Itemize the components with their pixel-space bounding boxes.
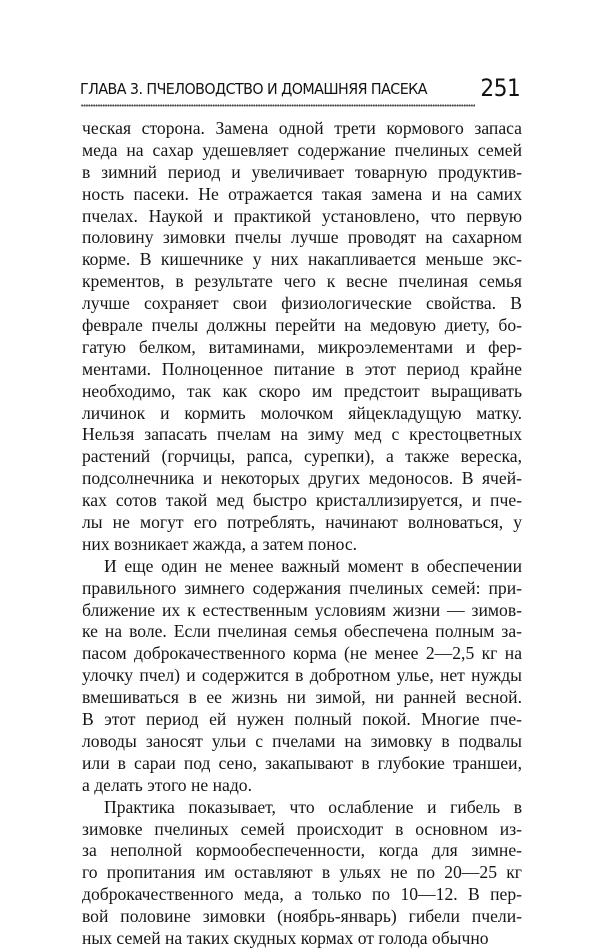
text-line: личинок и кормить молочком яйцекладущую матку.	[82, 402, 522, 423]
text-line: лучше сохраняет свои физиологические свойства. В	[82, 293, 522, 314]
text-line: ческая сторона. Замена одной трети кормового запаса	[82, 118, 522, 138]
text-line: в зимний период и увеличивает товарную продуктив-	[82, 161, 522, 182]
text-line: ближение их к естественным условиям жизни — зимов-	[82, 599, 522, 620]
text-line: доброкачественного меда, а только по 10—12. В пер-	[82, 884, 522, 905]
text-line: половину зимовки пчелы лучше проводят на сахарном	[82, 227, 522, 248]
body-text	[82, 118, 522, 950]
text-line: ных семей на таких скудных кормах от голода обычно	[82, 927, 489, 948]
text-line: растений (горчицы, рапса, сурепки), а также вереска,	[82, 446, 522, 467]
text-line: лы не могут его потреблять, начинают волноваться, у	[82, 512, 522, 533]
text-line: В этот период ей нужен полный покой. Многие пче-	[82, 709, 522, 730]
text-line: меда на сахар удешевляет содержание пчелиных семей	[82, 139, 522, 160]
text-line: вой половине зимовки (ноябрь-январь) гибели пчели-	[82, 906, 522, 927]
paragraph	[82, 797, 522, 950]
text-line: И еще один не менее важный момент в обеспечении	[104, 555, 522, 576]
text-line: а делать этого не надо.	[82, 774, 252, 795]
text-line: пасом доброкачественного корма (не менее 2—2,5 кг на	[82, 643, 522, 664]
text-line: необходимо, так как скоро им предстоит выращивать	[82, 380, 522, 401]
text-line: ках сотов такой мед быстро кристаллизируется, и пче-	[82, 490, 522, 511]
text-line: них возникает жажда, а затем понос.	[82, 533, 358, 554]
text-line: Практика показывает, что ослабление и гибель в	[104, 796, 522, 817]
text-line: ке на воле. Если пчелиная семья обеспечена полным за-	[82, 621, 522, 642]
text-line: правильного зимнего содержания пчелиных семей: при-	[82, 577, 522, 598]
text-line: пчелах. Наукой и практикой установлено, что первую	[82, 205, 522, 226]
text-line: ментами. Полноценное питание в этот период крайне	[82, 358, 522, 379]
text-line: ность пасеки. Не отражается такая замена и на самих	[82, 183, 522, 204]
header-rule	[81, 104, 475, 107]
text-line: феврале пчелы должны перейти на медовую диету, бо-	[82, 315, 522, 336]
text-line: или в сараи под сено, закапывают в глубокие траншеи,	[82, 752, 522, 773]
text-line: Нельзя запасать пчелам на зиму мед с крестоцветных	[82, 424, 522, 445]
text-line: гатую белком, витаминами, микроэлементами и фер-	[82, 336, 522, 357]
text-line: корме. В кишечнике у них накапливается меньше экс-	[82, 249, 522, 270]
text-line: улочку пчел) и содержится в добротном улье, нет нужды	[82, 665, 522, 686]
text-line: го пропитания им оставляют в ульях не по 20—25 кг	[82, 862, 522, 883]
chapter-title: ГЛАВА 3. ПЧЕЛОВОДСТВО И ДОМАШНЯЯ ПАСЕКА	[80, 80, 427, 98]
text-line: подсолнечника и некоторых других медоносов. В ячей-	[82, 468, 522, 489]
text-line: зимовке пчелиных семей происходит в основном из-	[82, 818, 522, 839]
paragraph	[82, 118, 522, 556]
text-line: вмешиваться в ее жизнь ни зимой, ни ранней весной.	[82, 687, 522, 708]
paragraph	[82, 556, 522, 797]
text-line: крементов, в результате чего к весне пчелиная семья	[82, 271, 522, 292]
text-line: ловоды заносят ульи с пчелами на зимовку в подвалы	[82, 730, 522, 751]
page-number: 251	[480, 74, 520, 102]
text-line: за неполной кормообеспеченности, когда для зимне-	[82, 840, 522, 861]
running-header	[80, 72, 520, 112]
